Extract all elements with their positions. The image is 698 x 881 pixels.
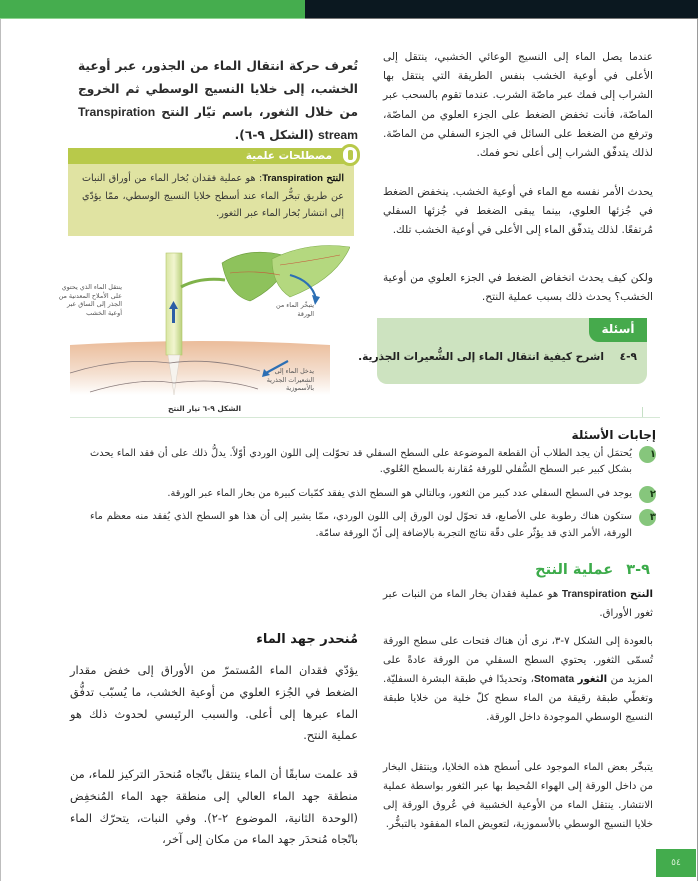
section-title — [410, 562, 650, 578]
paragraph-pressure-question: ولكن كيف يحدث انخفاض الضغط في الجزء العلوي من أوعية الخشب؟ يحدث ذلك بسبب عملية النتح. — [383, 272, 653, 304]
stomata-text-part1: بالعودة إلى الشكل ٧-٣، نرى أن هناك فتحات على سطح الورقة تُسمّى الثغور. يحتوي السطح السفلي من الورقة عادةً على المزيد من — [383, 636, 653, 685]
questions-title: أسئلة — [589, 318, 647, 342]
paragraph-gradient-2: قد علمت سابقًا أن الماء ينتقل باتّجاه مُنحدَر التركيز للماء، من منطقة جهد الماء العالي إلى منطقة جهد الماء المُنخفِض (الوحدة الثانية، الموضوع ٢-٢). وفي النبات، يتحرّك الماء باتّجاه مُنحدَر جهد الماء من مكان إلى آخر، — [70, 767, 358, 847]
answer-text: ستكون هناك رطوبة على الأصابع، قد تحوّل لون الورق إلى اللون الوردي، ممّا يشير إلى أن هذا هو السطح الذي يُفقد منه معظم ماء الورقة، الأمر الذي قد يؤثّر على دقّة نتائج التجربة بالإضافة إلى أنّ الورقة سامّة. — [90, 511, 632, 539]
question-text: اشرح كيفية انتقال الماء إلى الشُّعيرات الجذرية. — [358, 351, 604, 363]
gradient-subheading: مُنحدر جهد الماء — [256, 632, 358, 647]
header-dark-band — [305, 0, 698, 19]
glossary-definition-text: : هو عملية فقدان بُخار الماء من أوراق النبات عن طريق تبخُّر الماء عند أسطح خلايا النسيج الوسطي، ممّا يؤدّي إلى انتشار بُخار الماء عبر الثغور. — [82, 173, 344, 219]
glossary-box — [68, 148, 354, 236]
top-header-bar — [0, 0, 698, 19]
paragraph-evaporation: يتبخّر بعض الماء الموجود على أسطح هذه الخلايا، وينتقل البخار من داخل الورقة إلى الهواء المُحيط بها عبر الثغور بواسطة عملية الانتشار. ينتقل الماء من الأوعية الخشبية في عُروق الورقة إلى خلايا النسيج الوسطي بالأسموزية، لتعويض الماء المفقود بالتبخُّر. — [383, 762, 653, 830]
answers-section — [90, 428, 656, 549]
paragraph-gradient-1: يؤدّي فقدان الماء المُستمرّ من الأوراق إلى خفض مقدار الضغط في الجُزء العلوي من أوعية الخشب، ما يُسبّب تدفُّق الماء عبرها إلى أعلى. والسبب الرئيسي لحدوث ذلك هو عملية النتح. — [70, 663, 358, 743]
water-up-arrow — [172, 307, 175, 323]
paragraph-xylem-pressure: يحدث الأمر نفسه مع الماء في أوعية الخشب. ينخفض الضغط في جُزئها العلوي، بينما يبقى الضغط في جُزئها السفلي مُرتفعًا. لذلك يتدفّق الماء إلى الأعلى في أوعية الخشب تلك. — [383, 186, 653, 237]
answer-number-badge: ٢ — [639, 486, 656, 503]
definition-term-en: Transpiration — [561, 589, 627, 600]
glossary-term-ar: النتح — [326, 173, 344, 184]
stomata-term-en: Stomata — [533, 674, 575, 685]
transpiration-definition — [383, 585, 653, 623]
answer-text: يوجد في السطح السفلي عدد كبير من الثغور، وبالتالي هو السطح الذي يفقد كمّيات كبيرة من بخار الماء عبر الورقة. — [167, 487, 632, 499]
leaf-stalk — [181, 279, 225, 287]
intro-term-en: Transpiration stream — [78, 105, 358, 142]
transpiration-stream-intro — [78, 55, 358, 147]
figure-label-root: يدخل الماء إلى الشعيرات الجذرية بالأسموزية — [266, 367, 314, 392]
page-number: ٥٤ — [656, 849, 696, 877]
stomata-term: الثغور — [577, 674, 608, 685]
glossary-title: مصطلحات علمية — [68, 148, 354, 164]
divider-tick — [642, 407, 643, 417]
answer-number-badge: ٣ — [639, 509, 656, 526]
intro-text-part1: تُعرف حركة انتقال الماء من الجذور، عبر أوعية الخشب، إلى خلايا النسيج الوسطي ثم الخروج من خلال الثغور، باسم تيّار النتح — [78, 59, 358, 119]
answer-number-badge: ١ — [639, 446, 656, 463]
section-title-text: عملية النتح — [535, 562, 614, 578]
figure-caption: الشكل ٩-٦ تيار النتح — [168, 404, 242, 413]
answer-text: يُحتمَل أن يجد الطلاب أن القطعة الموضوعة على السطح السفلي قد تحوّلت إلى اللون الوردي أوّلاً. يدلُّ ذلك على أن فقد الماء يحدث بشكل كبير عبر السطح السُّفلي للورقة مُقارنة بالسطح العُلوي. — [90, 448, 632, 476]
paragraph-straw-analogy: عندما يصل الماء إلى النسيج الوعائي الخشبي، ينتقل إلى الأعلى في أوعية الخشب بنفس الطريقة التي ينتقل بها الشراب إلى فمك عبر ماصّة الشرب. عندما تقوم بالسحب عبر الماصّة، فأنت تخفض الضغط على الجزء العلوي من الماصّة، وترفع من الضغط على السائل في الجزء السفلي من الماصّة. لذلك يتدفّق الشراب إلى أعلى نحو فمك. — [383, 51, 653, 160]
figure-label-stem: ينتقل الماء الذي يحتوي على الأملاح المعدنية من الجذر إلى الساق عبر أوعية الخشب — [58, 283, 122, 317]
answer-item — [90, 509, 656, 542]
question-number: ٩-٤ — [619, 351, 637, 363]
answer-item — [90, 486, 656, 502]
figure-label-leaf: يتبخّر الماء من الورقة — [275, 301, 314, 318]
header-green-band — [0, 0, 305, 19]
definition-text: هو عملية فقدان بخار الماء من النبات عبر ثغور الأوراق. — [383, 589, 653, 620]
keyhole-icon — [340, 144, 360, 166]
definition-term: النتح — [630, 589, 653, 600]
intro-text-part2: (الشكل ٩-٦). — [234, 128, 314, 142]
glossary-term-en: Transpiration — [262, 173, 323, 184]
glossary-definition — [82, 170, 344, 223]
section-number: ٩-٣ — [626, 562, 650, 578]
questions-box — [358, 318, 647, 384]
question-item — [358, 351, 637, 363]
transpiration-stream-figure — [50, 245, 350, 413]
answer-item — [90, 446, 656, 479]
paragraph-stomata — [383, 632, 653, 727]
stomata-text-part2: ، وتحديدًا في طبقة البشرة السفليّة. وتغطّي طبقة رقيقة من الماء سطح كلّ خلية من خلايا طبقة النسيج الوسطي الموجودة داخل الورقة. — [383, 674, 653, 723]
page-border-left — [0, 19, 1, 881]
section-divider — [70, 417, 660, 418]
answers-title: إجابات الأسئلة — [571, 428, 656, 442]
